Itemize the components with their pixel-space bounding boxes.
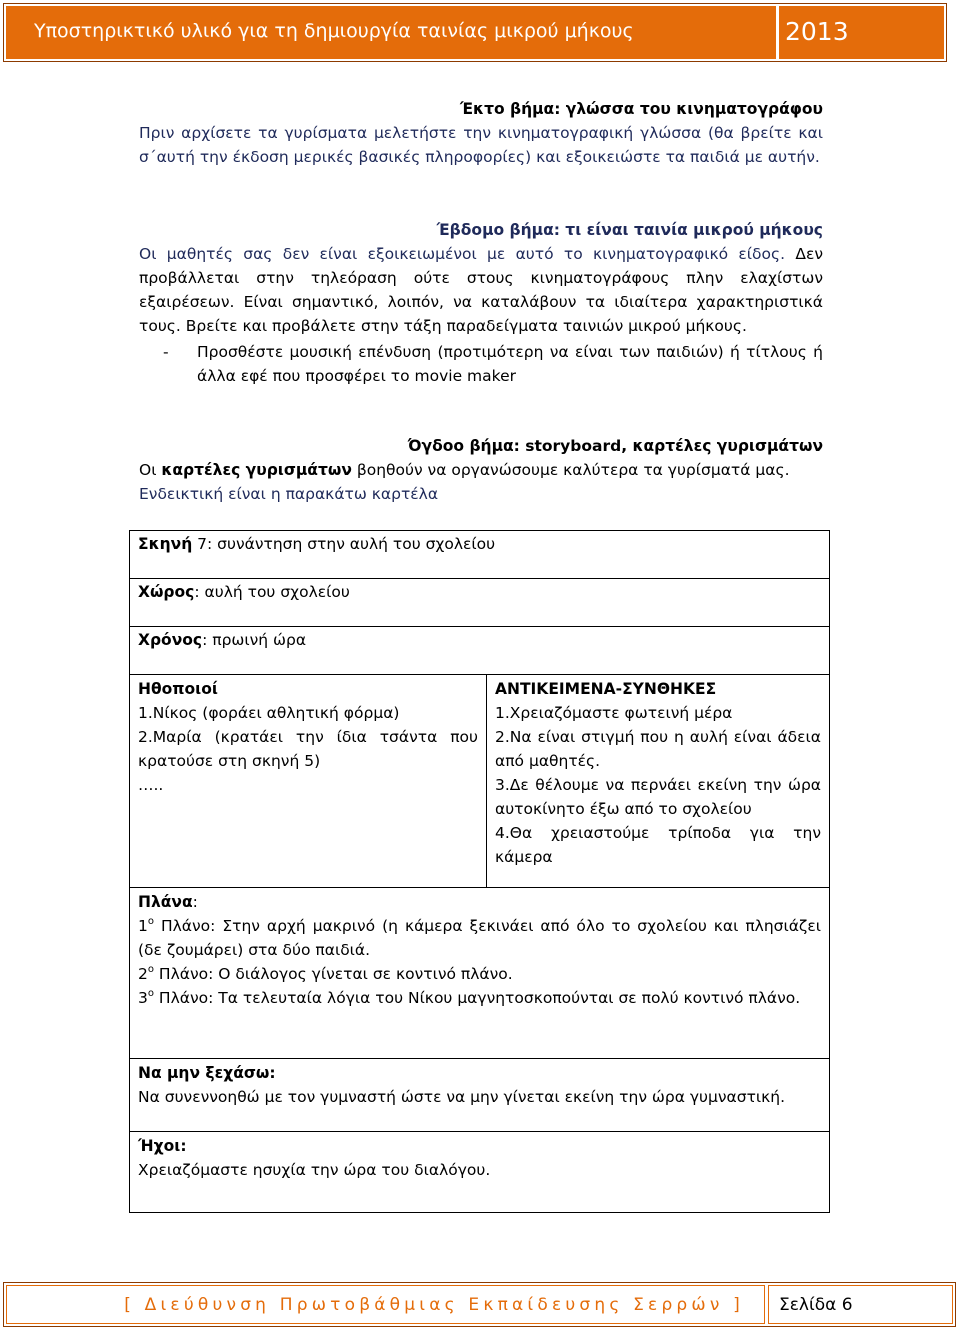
step7-section [139, 218, 823, 388]
page-footer [3, 1282, 956, 1327]
shot-ordinal: ο [147, 988, 154, 999]
actors-title: Ηθοποιοί [138, 680, 218, 698]
footer-department: [ Διεύθυνση Πρωτοβάθμιας Εκπαίδευσης Σερρών ] [6, 1285, 765, 1324]
shot-text: Πλάνο: Τα τελευταία λόγια του Νίκου μαγνητοσκοπούνται σε πολύ κοντινό πλάνο. [154, 989, 801, 1007]
object-item: 2.Να είναι στιγμή που η αυλή είναι άδεια από μαθητές. [495, 728, 821, 770]
shots-header [138, 890, 821, 914]
step7-body-part2: Δεν προβάλλεται στην τηλεόραση ούτε στους κινηματογράφους πλην ελαχίστων εξαιρέσεων. Είναι σημαντικό, λοιπόν, να καταλάβουν τα ιδιαίτερα χαρακτηριστικά τους. Βρείτε και προβάλετε στην τάξη παραδείγματα ταινιών μικρού μήκους. [139, 245, 823, 335]
shot-number: 2 [138, 965, 148, 983]
shot-number: 1 [138, 917, 148, 935]
step7-bullet [139, 340, 823, 388]
card-remember-cell [130, 1059, 830, 1132]
shot-text: Πλάνο: Στην αρχή μακρινό (η κάμερα ξεκινάει από όλο το σχολείου και πλησιάζει (δε ζουμάρει) στα δύο παιδιά. [138, 917, 821, 959]
scene-label: Σκηνή [138, 535, 193, 553]
remember-text: Να συνεννοηθώ με τον γυμναστή ώστε να μην γίνεται εκείνη την ώρα γυμναστική. [138, 1088, 786, 1106]
step8-heading: Όγδοο βήμα: storyboard, καρτέλες γυρισμάτων [407, 437, 823, 455]
card-time-cell [130, 627, 830, 675]
card-objects-cell [487, 675, 830, 888]
card-scene-cell [130, 531, 830, 579]
actor-item: 2.Μαρία (κρατάει την ίδια τσάντα που κρατούσε στη σκηνή 5) [138, 728, 478, 770]
page-header [3, 3, 947, 62]
card-place-cell [130, 579, 830, 627]
header-title: Υποστηρικτικό υλικό για τη δημιουργία ταινίας μικρού μήκους [6, 6, 776, 59]
object-item: 1.Χρειαζόμαστε φωτεινή μέρα [495, 704, 733, 722]
step7-body [139, 242, 823, 338]
bullet-dash: - [163, 343, 169, 361]
step7-body-part1: Οι μαθητές σας δεν είναι εξοικειωμένοι με αυτό το κινηματογραφικό είδος. [139, 245, 786, 263]
shot-item [138, 962, 821, 986]
actor-item: ….. [138, 776, 164, 794]
sounds-text: Χρειαζόμαστε ησυχία την ώρα του διαλόγου. [138, 1161, 491, 1179]
remember-label: Να μην ξεχάσω: [138, 1064, 276, 1082]
shot-text: Πλάνο: Ο διάλογος γίνεται σε κοντινό πλάνο. [154, 965, 513, 983]
place-value: : αυλή του σχολείου [194, 583, 350, 601]
shots-colon: : [192, 893, 198, 911]
time-label: Χρόνος [138, 631, 203, 649]
step8-body-suffix: βοηθούν να οργανώσουμε καλύτερα τα γυρίσματά μας. [351, 461, 790, 479]
objects-title: ΑΝΤΙΚΕΙΜΕΝΑ-ΣΥΝΘΗΚΕΣ [495, 680, 717, 698]
scene-value: 7: συνάντηση στην αυλή του σχολείου [192, 535, 496, 553]
sounds-label: Ήχοι: [138, 1137, 187, 1155]
header-year: 2013 [779, 6, 944, 59]
step8-body-bold: καρτέλες γυρισμάτων [161, 461, 352, 479]
place-label: Χώρος [138, 583, 195, 601]
step8-body-line2: Ενδεικτική είναι η παρακάτω καρτέλα [139, 485, 439, 503]
shot-ordinal: ο [147, 964, 154, 975]
card-shots-cell [130, 888, 830, 1059]
shot-ordinal: ο [147, 916, 154, 927]
step6-heading: Έκτο βήμα: γλώσσα του κινηματογράφου [459, 100, 823, 118]
step6-body: Πριν αρχίσετε τα γυρίσματα μελετήστε την κινηματογραφική γλώσσα (θα βρείτε και σ΄αυτή την έκδοση μερικές βασικές πληροφορίες) και εξοικειώστε τα παιδιά με αυτήν. [139, 124, 823, 166]
step8-section [139, 434, 823, 506]
step6-section [139, 97, 823, 169]
time-value: : πρωινή ώρα [202, 631, 307, 649]
step7-heading: Έβδομο βήμα: τι είναι ταινία μικρού μήκους [436, 221, 823, 239]
object-item: 4.Θα χρειαστούμε τρίποδα για την κάμερα [495, 824, 821, 866]
card-sounds-cell [130, 1132, 830, 1213]
bullet-text: Προσθέστε μουσική επένδυση (προτιμότερη να είναι των παιδιών) ή τίτλους ή άλλα εφέ που προσφέρει το movie maker [197, 343, 823, 385]
shooting-card [129, 530, 830, 1213]
actor-item: 1.Νίκος (φοράει αθλητική φόρμα) [138, 704, 400, 722]
shot-number: 3 [138, 989, 148, 1007]
shots-label: Πλάνα [138, 893, 193, 911]
step8-body [139, 458, 823, 482]
footer-page-number: Σελίδα 6 [768, 1285, 953, 1324]
card-actors-cell [130, 675, 487, 888]
step8-body-prefix: Οι [139, 461, 162, 479]
object-item: 3.Δε θέλουμε να περνάει εκείνη την ώρα αυτοκίνητο έξω από το σχολείου [495, 776, 821, 818]
shot-item [138, 914, 821, 962]
shot-item [138, 986, 821, 1010]
